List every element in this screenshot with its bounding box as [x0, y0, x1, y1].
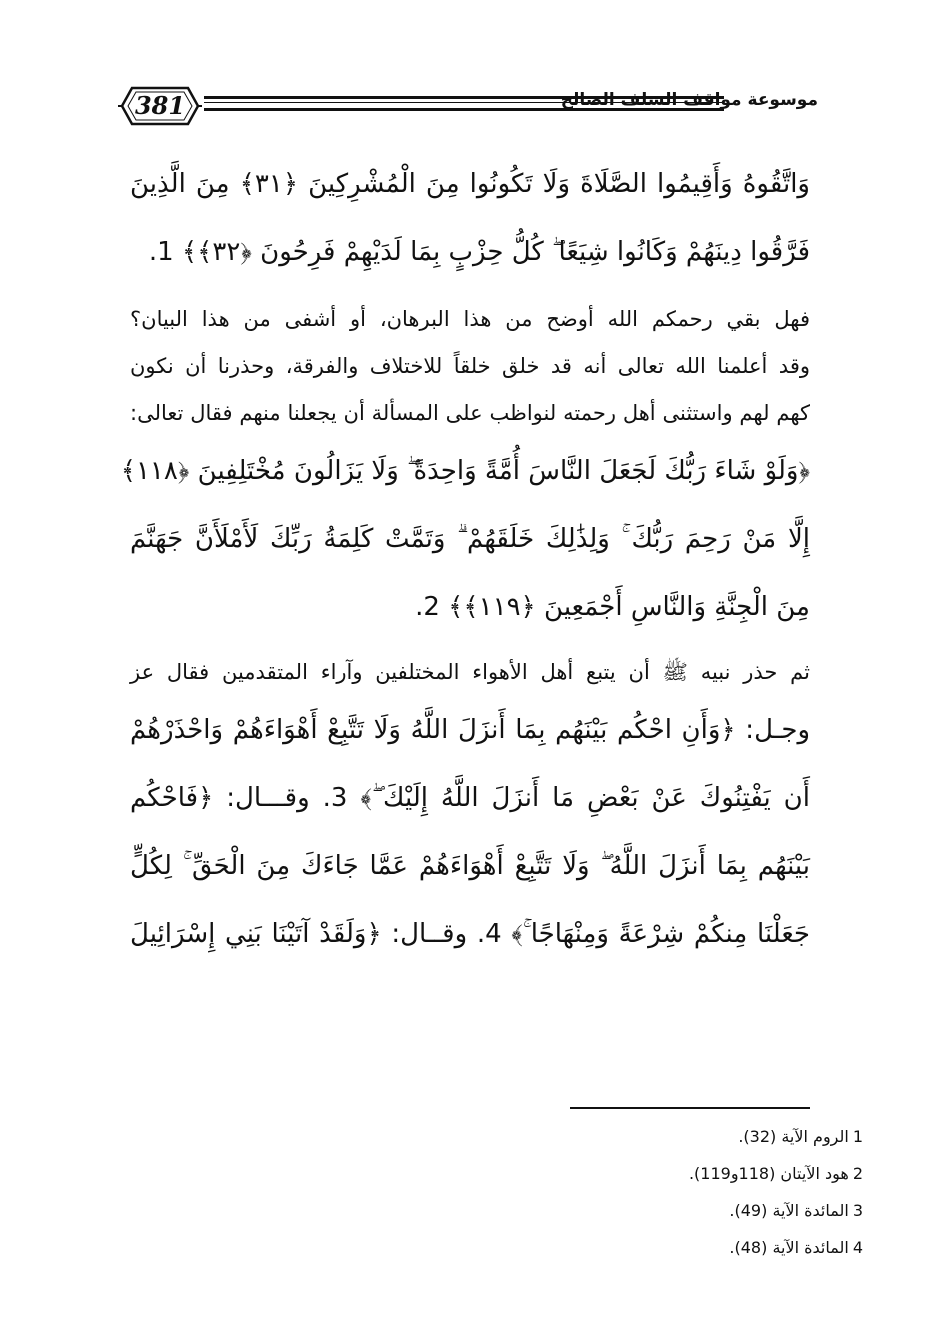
footnote — [463, 1124, 863, 1161]
footnote — [463, 1198, 863, 1235]
quran-line: ﴿وَلَوْ شَاءَ رَبُّكَ لَجَعَلَ النَّاسَ أُمَّةً وَاحِدَةً ۖ وَلَا يَزَالُونَ مُخْتَلِفِينَ ﴿١١٨﴾ — [120, 456, 810, 486]
footnote — [463, 1235, 863, 1272]
quran-line: إِلَّا مَنْ رَحِمَ رَبُّكَ ۚ وَلِذَٰلِكَ خَلَقَهُمْ ۗ وَتَمَّتْ كَلِمَةُ رَبِّكَ لَأَمْلَأَنَّ جَهَنَّمَ — [130, 524, 810, 554]
footnote-number: 1 — [852, 1127, 863, 1146]
footnote-text: الروم الآية (32). — [738, 1127, 849, 1146]
quran-line: مِنَ الْجِنَّةِ وَالنَّاسِ أَجْمَعِينَ ﴿١١٩﴾﴾ 2. — [415, 592, 810, 622]
body-text — [120, 150, 810, 968]
footnote — [463, 1161, 863, 1198]
paragraph-line: ثم حذر نبيه ﷺ أن يتبع أهل الأهواء المختلفين وآراء المتقدمين فقال عز — [130, 660, 810, 684]
footnote-separator — [570, 1107, 810, 1109]
quran-line: وَاتَّقُوهُ وَأَقِيمُوا الصَّلَاةَ وَلَا تَكُونُوا مِنَ الْمُشْرِكِينَ ﴿٣١﴾ مِنَ الَّذِينَ — [130, 169, 810, 199]
footnote-text: هود الآيتان (118و119). — [688, 1164, 849, 1183]
footnotes — [463, 1124, 863, 1272]
paragraph-line: وقد أعلمنا الله تعالى أنه قد خلق خلقاً للاختلاف والفرقة، وحذرنا أن نكون — [130, 354, 810, 378]
footnote-number: 3 — [852, 1201, 863, 1220]
quran-line: بَيْنَهُم بِمَا أَنزَلَ اللَّهُ ۖ وَلَا تَتَّبِعْ أَهْوَاءَهُمْ عَمَّا جَاءَكَ مِنَ الْحَقِّ ۚ لِكُلٍّ — [130, 851, 810, 881]
running-title: موسوعة مواقف السلف الصالح — [560, 90, 818, 110]
page-number: 381 — [134, 91, 186, 120]
page-header — [118, 78, 818, 138]
paragraph-line: فهل بقي رحمكم الله أوضح من هذا البرهان، أو أشفى من هذا البيان؟ — [130, 307, 810, 331]
footnote-number: 2 — [852, 1164, 863, 1183]
quran-line: وجـل: ﴿وَأَنِ احْكُم بَيْنَهُم بِمَا أَنزَلَ اللَّهُ وَلَا تَتَّبِعْ أَهْوَاءَهُمْ وَاحْذَرْهُمْ — [130, 715, 810, 745]
footnote-text: المائدة الآية (49). — [729, 1201, 849, 1220]
footnote-number: 4 — [852, 1238, 863, 1257]
footnote-text: المائدة الآية (48). — [729, 1238, 849, 1257]
paragraph-line: كهم لهم واستثنى أهل رحمته لنواظب على المسألة أن يجعلنا منهم فقال تعالى: — [130, 401, 810, 425]
quran-line: جَعَلْنَا مِنكُمْ شِرْعَةً وَمِنْهَاجًا ۚ﴾ 4. وقــال: ﴿وَلَقَدْ آتَيْنَا بَنِي إِسْرَائِيلَ — [130, 919, 810, 949]
page-number-badge — [118, 84, 202, 128]
quran-line: أَن يَفْتِنُوكَ عَنْ بَعْضِ مَا أَنزَلَ اللَّهُ إِلَيْكَ ۖ﴾ 3. وقـــال: ﴿فَاحْكُم — [130, 783, 810, 813]
quran-line: فَرَّقُوا دِينَهُمْ وَكَانُوا شِيَعًا ۖ كُلُّ حِزْبٍ بِمَا لَدَيْهِمْ فَرِحُونَ ﴿٣٢﴾﴾ 1. — [148, 237, 810, 267]
